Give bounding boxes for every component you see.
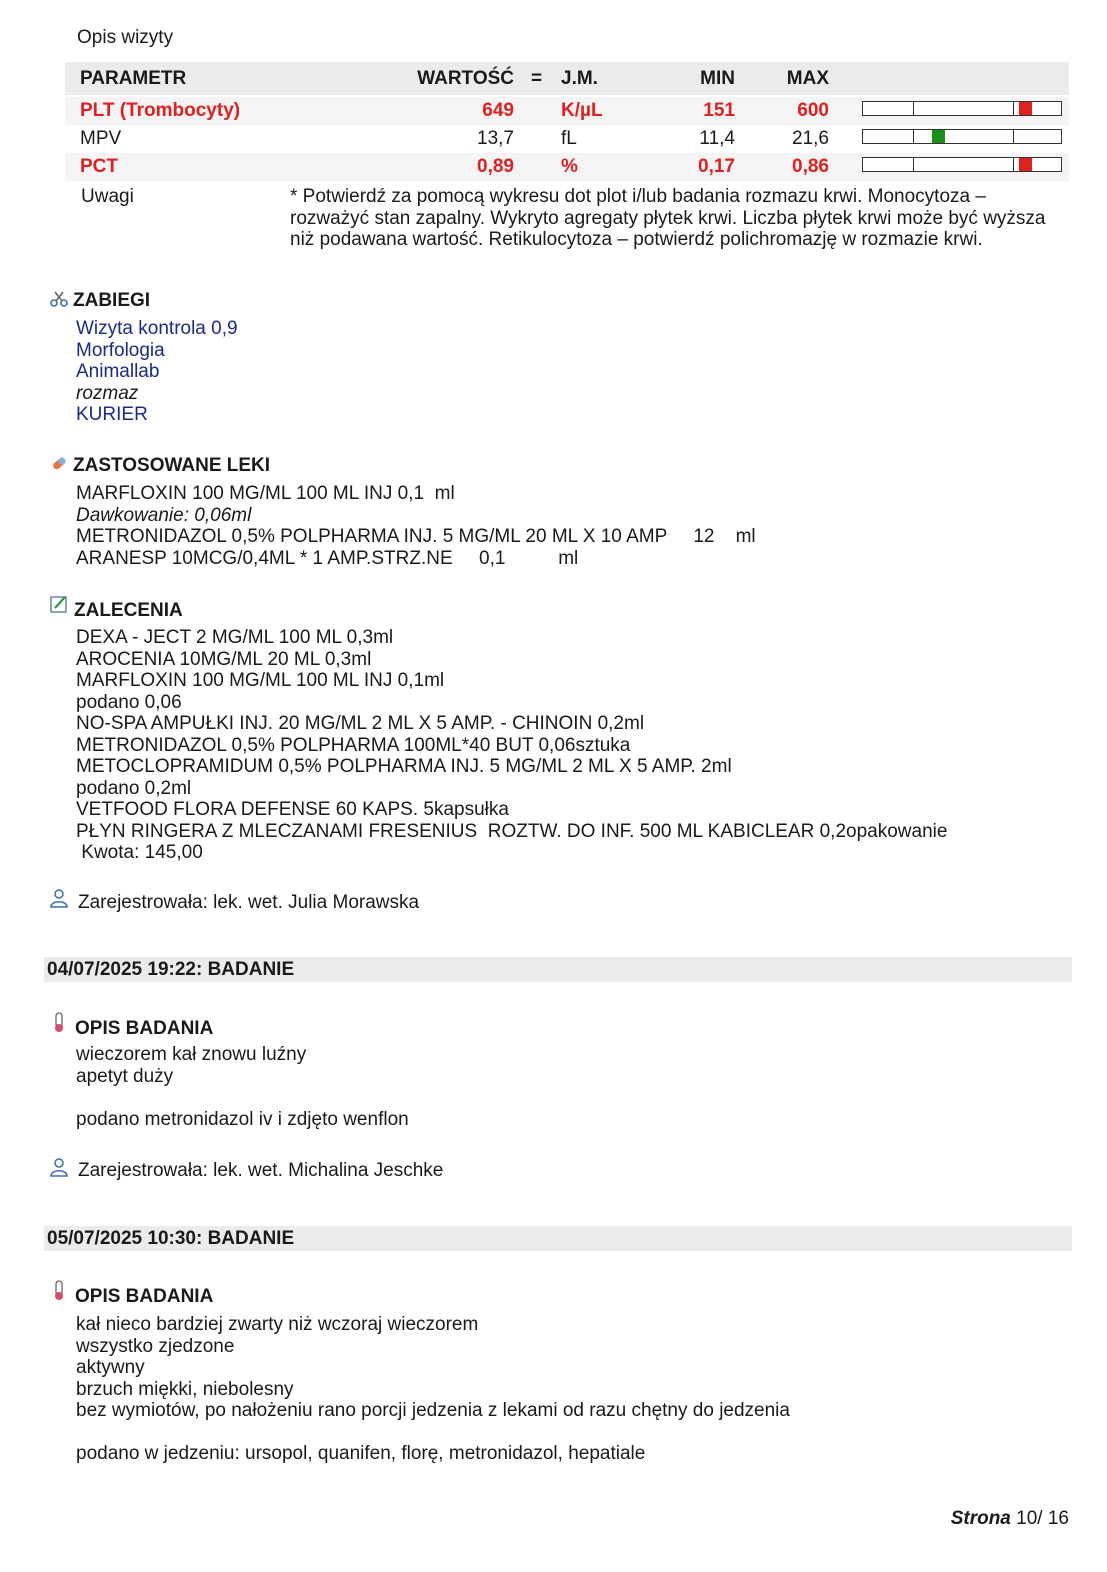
lab-max: 0,86 (792, 156, 829, 177)
entry-band-title: 05/07/2025 10:30: BADANIE (47, 1228, 295, 1249)
drugs-title: ZASTOSOWANE LEKI (73, 455, 271, 476)
drug-dosage: Dawkowanie: 0,06ml (76, 504, 252, 526)
range-bar-tick (1013, 158, 1014, 171)
header-eq: = (531, 67, 543, 89)
lab-row (65, 153, 1069, 181)
recommendations-list (76, 627, 947, 864)
lab-min: 0,17 (698, 156, 735, 177)
exam-description (76, 1314, 790, 1465)
lab-param: PLT (Trombocyty) (80, 100, 241, 121)
exam-line: apetyt duży (76, 1065, 174, 1087)
header-max: MAX (786, 67, 829, 89)
lab-unit: % (561, 156, 578, 177)
page-number: 10/ 16 (1016, 1508, 1069, 1529)
lab-unit: fL (561, 128, 577, 149)
recommendation-line: AROCENIA 10MG/ML 20 ML 0,3ml (76, 648, 372, 670)
procedures-title: ZABIEGI (73, 290, 151, 311)
range-bar-marker (1019, 158, 1032, 171)
procedure-item: KURIER (76, 404, 148, 425)
lab-param: MPV (80, 128, 122, 149)
lab-row (65, 97, 1069, 125)
notes-text (290, 186, 1046, 251)
lab-max: 600 (797, 100, 829, 121)
range-bar-tick (913, 130, 914, 143)
recommendation-line: METRONIDAZOL 0,5% POLPHARMA 100ML*40 BUT 0,06sztuka (76, 734, 631, 756)
lab-table-header (65, 62, 1069, 95)
exam-line: wszystko zjedzone (76, 1335, 235, 1357)
exam-line: wieczorem kał znowu luźny (76, 1044, 307, 1065)
exam-line: bez wymiotów, po nałożeniu rano porcji jedzenia z lekami od razu chętny do jedzenia (76, 1400, 790, 1421)
range-bar-marker (932, 130, 945, 143)
range-bar-tick (913, 158, 914, 171)
recommendation-line: podano 0,2ml (76, 777, 192, 799)
lab-param: PCT (80, 156, 118, 177)
lab-range-bar (862, 129, 1062, 144)
notes-line: rozważyć stan zapalny. Wykryto agregaty płytek krwi. Liczba płytek krwi może być wyższa (290, 207, 1046, 229)
procedure-item: Morfologia (76, 339, 165, 361)
lab-unit: K/µL (561, 100, 603, 121)
recommendation-line: VETFOOD FLORA DEFENSE 60 KAPS. 5kapsułka (76, 799, 509, 820)
notes-label: Uwagi (81, 186, 134, 207)
page-label: Strona (950, 1508, 1011, 1529)
header-value: WARTOŚĆ (417, 67, 514, 89)
exam-line: podano metronidazol iv i zdjęto wenflon (76, 1108, 409, 1130)
recommendations-title: ZALECENIA (74, 600, 183, 621)
entry-band (44, 957, 1072, 982)
lab-row (65, 125, 1069, 153)
range-bar-tick (913, 102, 914, 115)
lab-value: 0,89 (477, 156, 514, 177)
lab-value: 649 (482, 100, 514, 121)
registered-by: Zarejestrowała: lek. wet. Michalina Jeschke (78, 1160, 444, 1181)
exam-description (76, 1044, 409, 1130)
header-min: MIN (700, 67, 735, 89)
lab-min: 151 (703, 100, 735, 121)
lab-value: 13,7 (477, 128, 514, 149)
procedures-list (76, 318, 238, 426)
lab-range-bar (862, 101, 1062, 116)
thermometer-icon (52, 1012, 66, 1034)
header-param: PARAMETR (80, 67, 187, 89)
exam-line: aktywny (76, 1357, 145, 1378)
registered-by: Zarejestrowała: lek. wet. Julia Morawska (78, 892, 420, 913)
recommendation-line: MARFLOXIN 100 MG/ML 100 ML INJ 0,1ml (76, 670, 445, 691)
recommendation-line: PŁYN RINGERA Z MLECZANAMI FRESENIUS ROZTW. DO INF. 500 ML KABICLEAR 0,2opakowanie (76, 820, 948, 842)
notes-line: * Potwierdź za pomocą wykresu dot plot i/lub badania rozmazu krwi. Monocytoza – (290, 186, 986, 207)
thermometer-icon (52, 1280, 66, 1302)
procedure-item: rozmaz (76, 382, 139, 404)
range-bar-marker (1019, 102, 1032, 115)
recommendation-line: DEXA - JECT 2 MG/ML 100 ML 0,3ml (76, 627, 394, 648)
exam-title: OPIS BADANIA (75, 1286, 214, 1307)
visit-description-label: Opis wizyty (77, 27, 174, 48)
notes-line: niż podawana wartość. Retikulocytoza – potwierdź polichromazję w rozmazie krwi. (290, 229, 983, 250)
lab-range-bar (862, 157, 1062, 172)
drug-line: MARFLOXIN 100 MG/ML 100 ML INJ 0,1 ml (76, 483, 455, 504)
exam-title: OPIS BADANIA (75, 1018, 214, 1039)
exam-line: kał nieco bardziej zwarty niż wczoraj wieczorem (76, 1314, 479, 1335)
drug-line: METRONIDAZOL 0,5% POLPHARMA INJ. 5 MG/ML 20 ML X 10 AMP 12 ml (76, 526, 756, 547)
exam-line: podano w jedzeniu: ursopol, quanifen, florę, metronidazol, hepatiale (76, 1443, 646, 1464)
recommendation-line: podano 0,06 (76, 691, 182, 713)
pencil-note-icon (50, 595, 68, 613)
entry-band-title: 04/07/2025 19:22: BADANIE (47, 959, 295, 980)
header-unit: J.M. (561, 67, 598, 89)
exam-line (76, 1422, 790, 1444)
recommendation-line: NO-SPA AMPUŁKI INJ. 20 MG/ML 2 ML X 5 AMP. - CHINOIN 0,2ml (76, 713, 645, 734)
page-footer (951, 1508, 1069, 1530)
doctor-icon (49, 888, 69, 908)
range-bar-tick (1013, 130, 1014, 143)
procedure-item: Wizyta kontrola 0,9 (76, 318, 238, 339)
lab-max: 21,6 (792, 128, 829, 149)
recommendation-line: METOCLOPRAMIDUM 0,5% POLPHARMA INJ. 5 MG/ML 2 ML X 5 AMP. 2ml (76, 756, 732, 777)
scissors-icon (50, 290, 68, 308)
pill-icon (50, 454, 68, 472)
procedure-item: Animallab (76, 361, 160, 382)
lab-min: 11,4 (699, 128, 735, 149)
exam-line: brzuch miękki, niebolesny (76, 1378, 294, 1400)
entry-band (44, 1226, 1072, 1251)
exam-line (76, 1087, 409, 1109)
recommendation-amount: Kwota: 145,00 (76, 842, 203, 863)
doctor-icon (49, 1157, 69, 1177)
drugs-list (76, 483, 756, 569)
range-bar-tick (1013, 102, 1014, 115)
drug-line: ARANESP 10MCG/0,4ML * 1 AMP.STRZ.NE 0,1 ml (76, 547, 579, 569)
